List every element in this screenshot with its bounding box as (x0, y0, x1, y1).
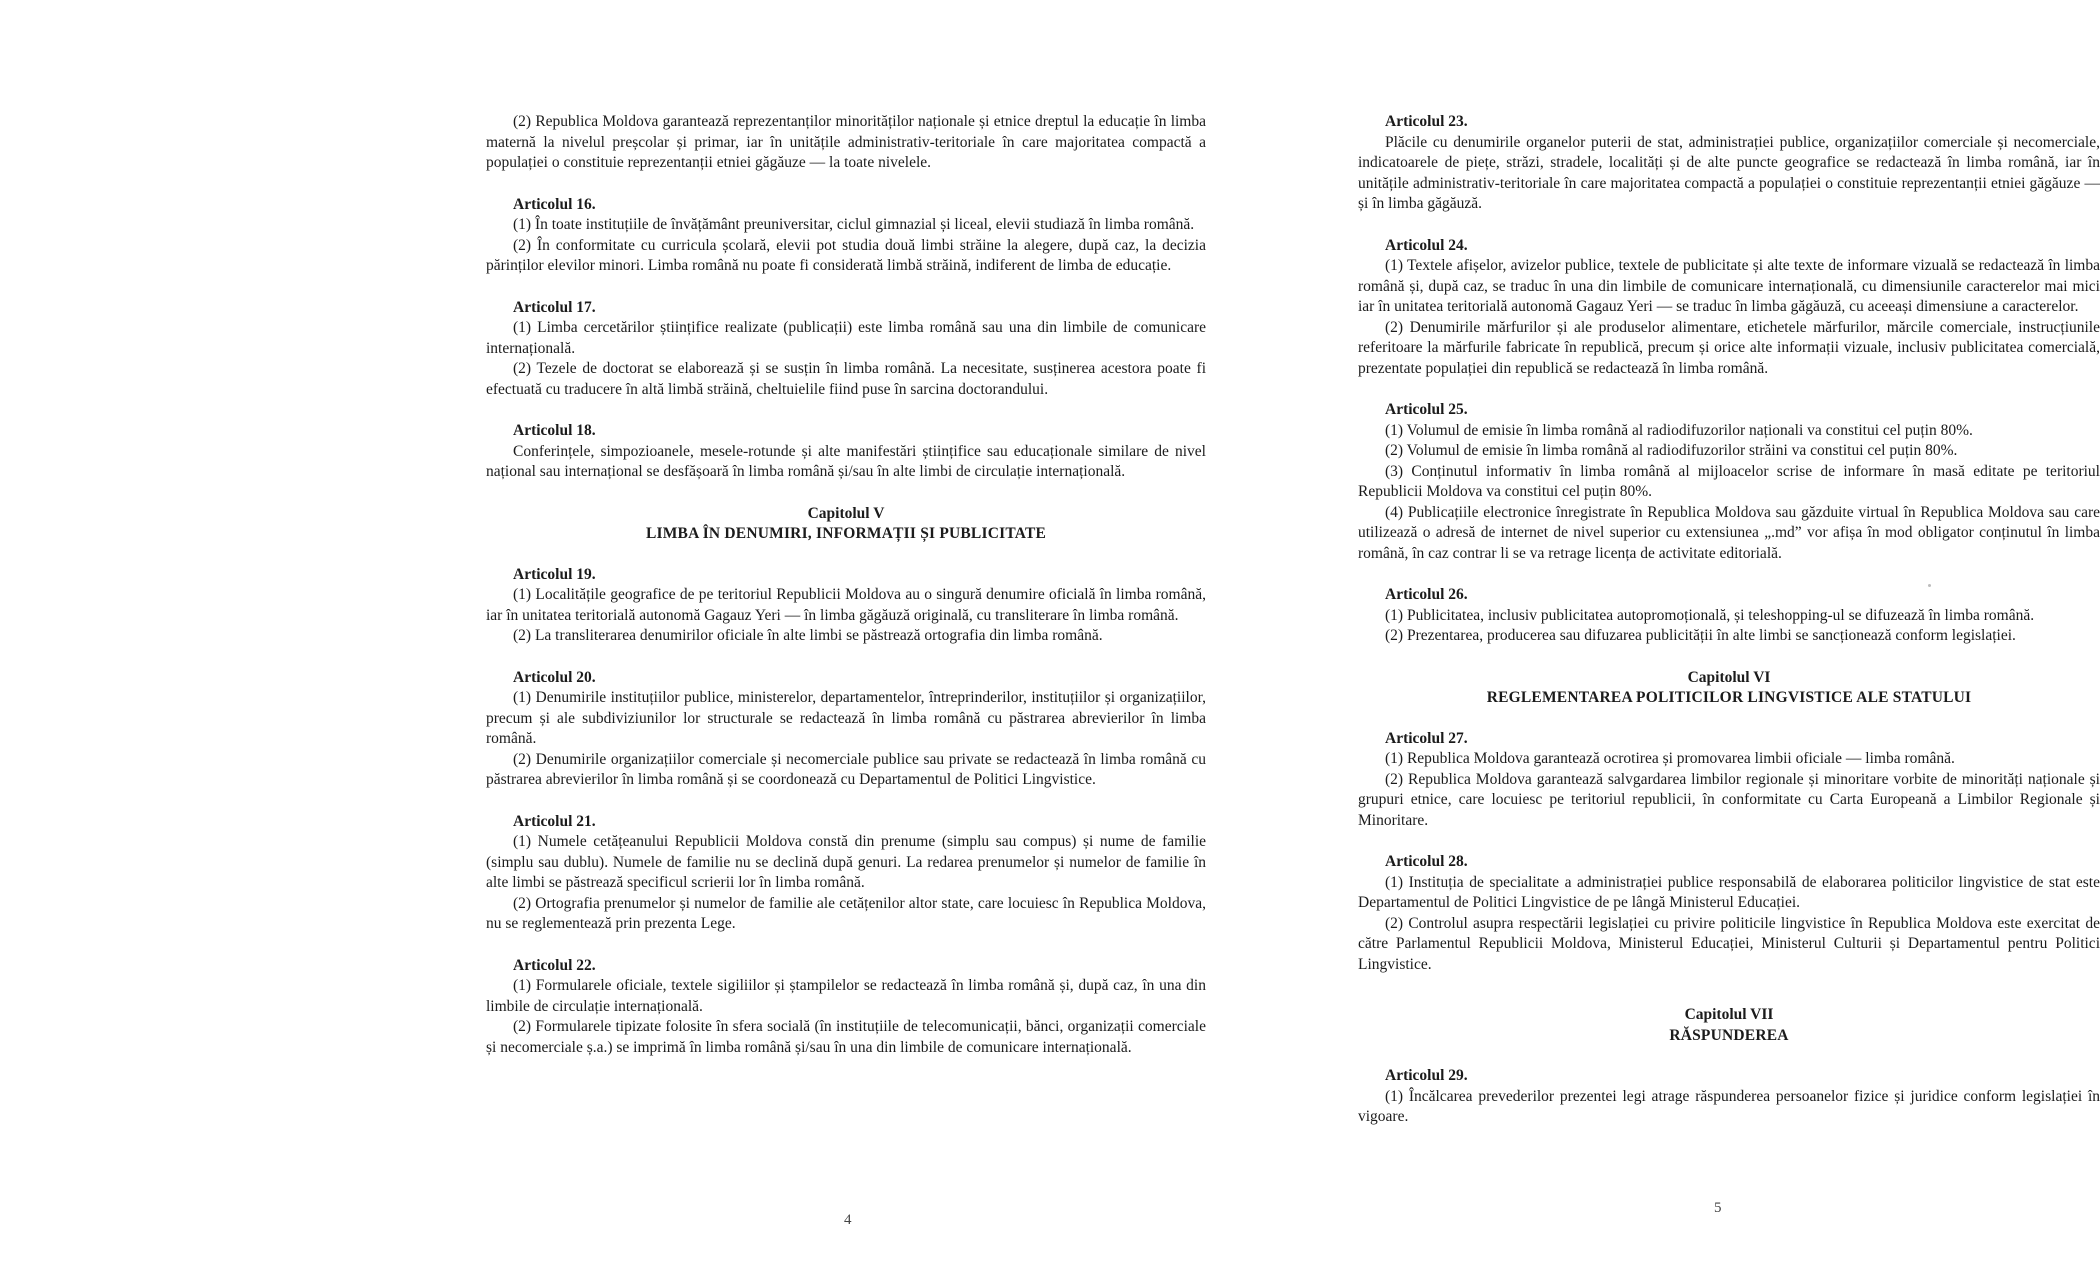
article-title: Articolul 17. (513, 298, 596, 316)
article-title: Articolul 23. (1385, 113, 1468, 130)
right-page (1050, 0, 2100, 1275)
article-paragraph: (2) Denumirile mărfurilor și ale produselor alimentare, etichetele mărfurilor, mărcile comerciale, instrucțiunile referitoare la mărfurile fabricate în republică, precum și orice alte informații vizuale, inclusiv publicitatea comercială, prezentate populației din republică se redactează în limba română. (1358, 318, 2100, 377)
article-block (1358, 236, 2100, 380)
chapter-vii-heading (1358, 1005, 2100, 1046)
article-paragraph: (1) Volumul de emisie în limba română al radiodifuzorilor naționali va constitui cel puțin 80%. (1385, 421, 1973, 439)
article-title: Articolul 24. (1385, 236, 1468, 254)
article-block (1358, 1066, 2100, 1128)
chapter-title: REGLEMENTAREA POLITICILOR LINGVISTICE ALE STATULUI (1486, 689, 1972, 706)
article-paragraph: (1) Publicitatea, inclusiv publicitatea autopromoțională, și teleshopping-ul se difuzează în limba română. (1385, 606, 2035, 624)
paragraph: (2) Republica Moldova garantează reprezentanților minorităților naționale și etnice dreptul la educație în limba maternă la nivelul preșcolar și primar, iar în unitățile administrativ-teritoriale în care majoritatea compactă a populației o constituie reprezentanții etniei găgăuze — la toate nivelele. (486, 113, 1206, 171)
article-paragraph: (1) Încălcarea prevederilor prezentei legi atrage răspunderea persoanelor fizice și juridice conform legislației în vigoare. (1358, 1087, 2100, 1125)
article-paragraph: (1) În toate instituțiile de învățământ preuniversitar, ciclul gimnazial și liceal, elevii studiază în limba română. (513, 216, 1195, 233)
article-paragraph: (4) Publicațiile electronice înregistrate în Republica Moldova sau găzduite virtual în Republica Moldova sau care utilizează o adresă de internet de nivel superior cu extensiunea „.md” vor afișa în mod obligator conținutul în limba română, în caz contrar li se va retrage licența de activitate editorială. (1358, 503, 2100, 562)
page-number: 5 (1714, 1200, 1722, 1216)
article-paragraph: (2) La transliterarea denumirilor oficiale în alte limbi se păstrează ortografia din limba română. (513, 627, 1103, 644)
article-paragraph: (2) Controlul asupra respectării legislației cu privire politicile lingvistice în Republica Moldova este exercitat de către Parlamentul Republicii Moldova, Ministerul Educației, Ministerul Culturii și Departamentul pentru Politici Lingvistice. (1358, 914, 2100, 973)
article-paragraph: (2) Formularele tipizate folosite în sfera socială (în instituțiile de telecomunicații, bănci, organizații comerciale și necomerciale ș.a.) se imprimă în limba română și/sau în una din limbile de comunicare internațională. (486, 1018, 1206, 1056)
article-paragraph: (1) Formularele oficiale, textele sigiliilor și ștampilelor se redactează în limba română și, după caz, în una din limbile de circulație internațională. (486, 977, 1206, 1015)
scan-speck (1928, 584, 1931, 587)
right-text-column (1358, 112, 2100, 1149)
article-paragraph: Conferințele, simpozioanele, mesele-rotunde și alte manifestări științifice sau educaționale similare de nivel național sau internațional se desfășoară în limba română și/sau în alte limbi de circulație internațională. (486, 442, 1206, 480)
article-title: Articolul 28. (1385, 853, 1468, 870)
article-paragraph: (2) Tezele de doctorat se elaborează și se susțin în limba română. La necesitate, susținerea acestora poate fi efectuată cu traducere în altă limbă străină, cheltuielile fiind puse în sarcina doctorandului. (486, 360, 1206, 398)
article-title: Articolul 20. (513, 668, 596, 686)
article-paragraph: (2) Denumirile organizațiilor comerciale și necomerciale publice sau private se redactează în limba română cu păstrarea abrevierilor în limba română și se coordonează cu Departamentul de Politici Lingvistice. (486, 750, 1206, 788)
chapter-vi-heading (1358, 668, 2100, 709)
chapter-label: Capitolul VII (1684, 1006, 1774, 1023)
article-paragraph: (1) Localitățile geografice de pe teritoriul Republicii Moldova au o singură denumire oficială în limba română, iar în unitatea teritorială autonomă Gagauz Yeri — în limba găgăuză originală, cu transliterare în limba română. (486, 586, 1206, 624)
article-paragraph: (1) Numele cetățeanului Republicii Moldova constă din prenume (simplu sau compus) și nume de familie (simplu sau dublu). Numele de familie nu se declină după genuri. La redarea prenumelor și numelor de familie în alte limbi se păstrează specificul scrierii lor în limba română. (486, 833, 1206, 891)
article-title: Articolul 19. (513, 565, 596, 583)
article-title: Articolul 26. (1385, 586, 1468, 603)
article-paragraph: (1) Republica Moldova garantează ocrotirea și promovarea limbii oficiale — limba română. (1385, 750, 1955, 767)
article-title: Articolul 22. (513, 956, 596, 974)
right-articles-group-a (1358, 112, 2100, 647)
article-block (1358, 852, 2100, 975)
article-paragraph: Plăcile cu denumirile organelor puterii de stat, administrației publice, organizațiilor comerciale și necomerciale, indicatoarele de piețe, străzi, stradele, localități și de alte puncte geografice se redactează în limba română, iar în unitățile administrativ-teritoriale în care majoritatea compactă a populației o constituie reprezentanții etniei găgăuze — și în limba găgăuză. (1358, 133, 2100, 212)
chapter-title: LIMBA ÎN DENUMIRI, INFORMAȚII ȘI PUBLICITATE (645, 525, 1047, 542)
chapter-title: RĂSPUNDEREA (1669, 1026, 1789, 1044)
chapter-label: Capitolul V (807, 504, 885, 522)
article-title: Articolul 25. (1385, 401, 1468, 418)
article-title: Articolul 29. (1385, 1067, 1468, 1084)
article-paragraph: (1) Limba cercetărilor științifice realizate (publicații) este limba română sau una din limbile de comunicare internațională. (486, 319, 1206, 357)
article-title: Articolul 18. (513, 422, 596, 439)
right-articles-group-c (1358, 1066, 2100, 1128)
article-paragraph: (2) În conformitate cu curricula școlară, elevii pot studia două limbi străine la alegere, după caz, la decizia părinților elevilor minori. Limba română nu poate fi considerată limbă străină, indiferent de limba de educație. (486, 236, 1206, 274)
article-paragraph: (1) Denumirile instituțiilor publice, ministerelor, departamentelor, întreprinderilor, instituțiilor și organizațiilor, precum și ale subdiviziunilor lor structurale se redactează în limba română cu păstrarea abrevierilor în limba română. (486, 689, 1206, 747)
article-paragraph: (1) Instituția de specialitate a administrației publice responsabilă de elaborarea politicilor lingvistice de stat este Departamentul de Politici Lingvistice de pe lângă Ministerul Educației. (1358, 873, 2100, 911)
article-block (1358, 585, 2100, 647)
article-paragraph: (1) Textele afișelor, avizelor publice, textele de publicitate și alte texte de informare vizuală se redactează în limba română și, după caz, se traduc în una din limbile de comunicare internațională, cu dimensiunile caracterelor mai mici iar în unitatea teritorială autonomă Gagauz Yeri — se traduc în limba găgăuză, cu aceeași dimensiune a caracterelor. (1358, 257, 2100, 315)
page-number: 4 (844, 1212, 852, 1228)
article-paragraph: (3) Conținutul informativ în limba română al mijloacelor scrise de informare în masă editate pe teritoriul Republicii Moldova va constitui cel puțin 80%. (1358, 462, 2100, 500)
article-title: Articolul 27. (1385, 729, 1468, 747)
article-block (1358, 729, 2100, 832)
article-paragraph: (2) Prezentarea, producerea sau difuzarea publicității în alte limbi se sancționează conform legislației. (1385, 627, 2016, 644)
article-paragraph: (2) Ortografia prenumelor și numelor de familie ale cetățenilor altor state, care locuiesc în Republica Moldova, nu se reglementează prin prezenta Lege. (486, 894, 1206, 932)
article-paragraph: (2) Republica Moldova garantează salvgardarea limbilor regionale și minoritare vorbite de minorități naționale și grupuri etnice, care locuiesc pe teritoriul republicii, în conformitate cu Carta Europeană a Limbilor Regionale și Minoritare. (1358, 770, 2100, 829)
article-title: Articolul 21. (513, 812, 596, 830)
chapter-label: Capitolul VI (1687, 668, 1771, 686)
article-block (1358, 112, 2100, 215)
article-title: Articolul 16. (513, 195, 596, 213)
article-paragraph: (2) Volumul de emisie în limba română al radiodifuzorilor străini va constitui cel puțin 80%. (1385, 442, 1958, 459)
article-block (1358, 400, 2100, 564)
right-articles-group-b (1358, 729, 2100, 976)
